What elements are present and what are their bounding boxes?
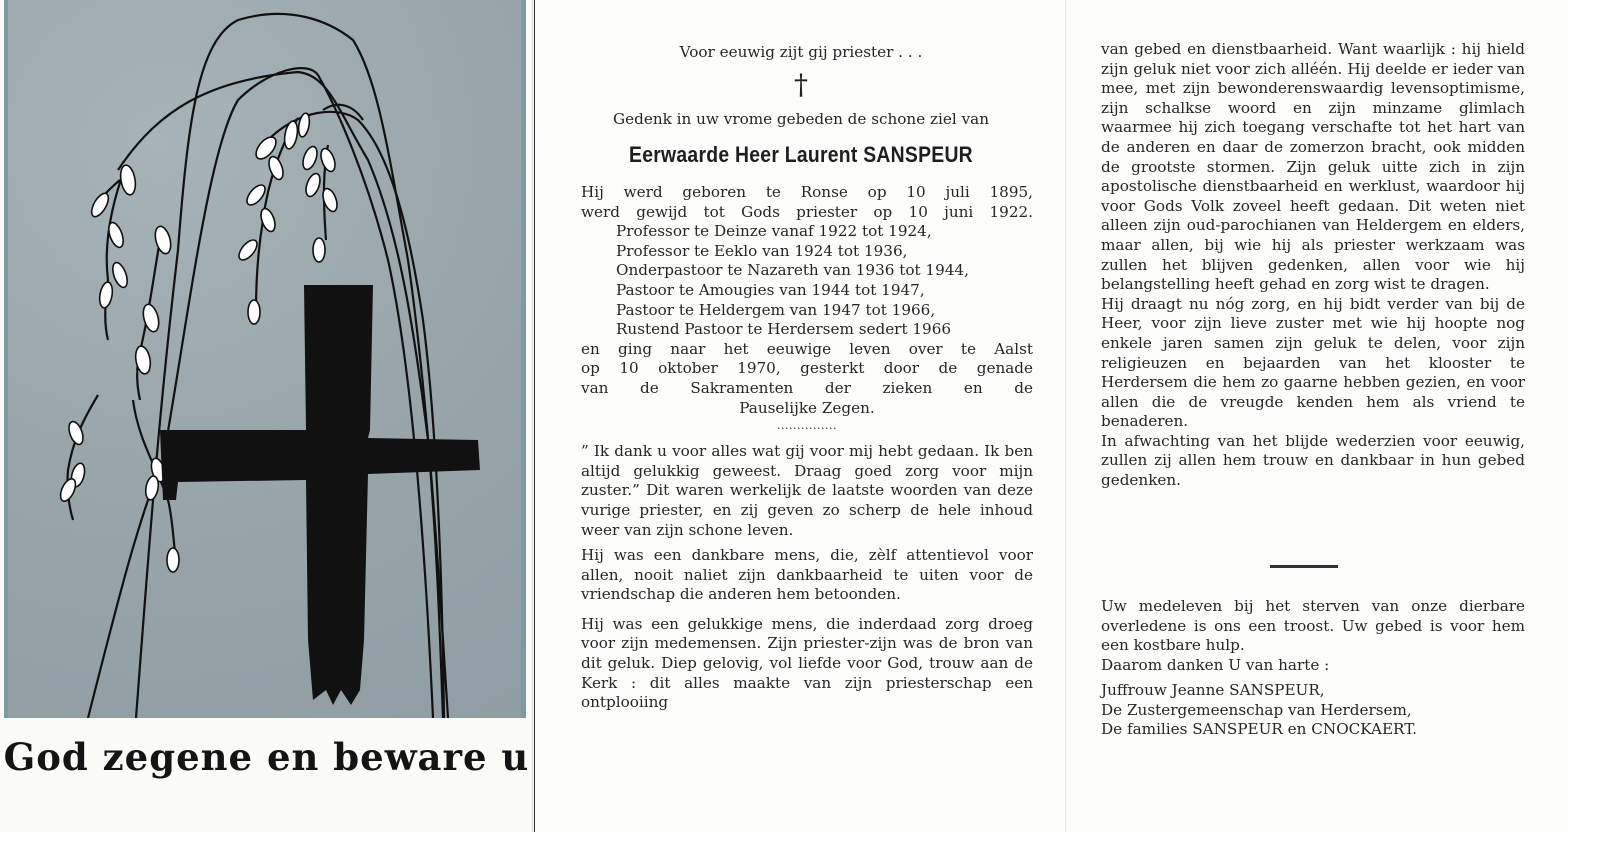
career-line: Pastoor te Amougies van 1944 tot 1947,: [616, 280, 925, 299]
cover-blessing-caption: God zegene en beware u: [3, 735, 530, 779]
cross-icon: [8, 0, 521, 718]
family-list: [1101, 681, 1525, 740]
family-member: Juffrouw Jeanne SANSPEUR,: [1101, 681, 1325, 699]
death-line: op 10 oktober 1970, gesterkt door de genade: [581, 359, 1033, 378]
separator-dots: ...............: [777, 419, 837, 433]
right-panel: [1067, 0, 1567, 832]
remember-line: Gedenk in uw vrome gebeden de schone ziel van: [613, 110, 989, 128]
career-line: Onderpastoor te Nazareth van 1936 tot 1944,: [616, 261, 969, 280]
family-member: De Zustergemeenschap van Herdersem,: [1101, 700, 1412, 719]
tribute-paragraph: Hij was een dankbare mens, die, zèlf attentievol voor allen, nooit naliet zijn dankbaarheid te uiten voor de vriendschap die anderen hem betoonden.: [581, 546, 1033, 604]
tribute-paragraph: ” Ik dank u voor alles wat gij voor mij hebt gedaan. Ik ben altijd gelukkig geweest. Draag goed zorg voor mijn zuster.” Dit waren werkelijk de laatste woorden van deze vurige priester, en zij geven zo scherp de hele inhoud weer van zijn schone leven.: [581, 442, 1033, 539]
career-line: Professor te Deinze vanaf 1922 tot 1924,: [616, 222, 932, 241]
deceased-name: Eerwaarde Heer Laurent SANSPEUR: [629, 142, 973, 167]
cross-icon: †: [794, 68, 808, 101]
tribute-paragraph: In afwachting van het blijde wederzien voor eeuwig, zullen zij allen hem trouw en dankbaar in hun gebed gedenken.: [1101, 431, 1525, 490]
bio-line: Hij werd geboren te Ronse op 10 juli 1895,: [581, 183, 1033, 201]
career-line: Rustend Pastoor te Herdersem sedert 1966: [616, 320, 952, 339]
middle-panel: [534, 0, 1066, 832]
thanks-text: Uw medeleven bij het sterven van onze dierbare overledene is ons een troost. Uw gebed is voor hem een kostbare hulp.: [1101, 597, 1525, 655]
death-line: Pauselijke Zegen.: [739, 398, 875, 417]
divider-rule: [1270, 565, 1338, 568]
tribute-continued: [1101, 40, 1525, 497]
career-line: Professor te Eeklo van 1924 tot 1936,: [616, 241, 908, 260]
death-line: van de Sakramenten der zieken en de: [581, 378, 1033, 397]
biography: [581, 183, 1033, 719]
motto: Voor eeuwig zijt gij priester . . .: [679, 43, 923, 61]
death-line: en ging naar het eeuwige leven over te Aalst: [581, 339, 1033, 358]
career-line: Pastoor te Heldergem van 1947 tot 1966,: [616, 300, 936, 319]
cross-willow-illustration: [4, 0, 526, 718]
thanks-closing: Daarom danken U van harte :: [1101, 655, 1330, 674]
thanks-block: [1101, 597, 1525, 675]
family-member: De families SANSPEUR en CNOCKAERT.: [1101, 720, 1417, 739]
tribute-paragraph: van gebed en dienstbaarheid. Want waarlijk : hij hield zijn geluk niet voor zich alléén. Hij deelde er ieder van mee, met zijn bewonderenswaardig levensoptimisme, zijn schalkse woord en zijn minzame glimlach waarmee hij zich toegang verschafte tot het hart van de anderen en daar de zomerzon bracht, ook midden de grootste stormen. Zijn geluk uitte zich in zijn apostolische dienstbaarheid en werklust, waardoor hij voor Gods Volk zoveel heeft gedaan. Dit weten niet alleen zijn oud-parochianen van Heldergem en elders, maar allen, bij wie hij als priester werkzaam was zullen het blijven gedenken, allen voor wie hij belangstelling heeft gehad en zorg wist te dragen.: [1101, 40, 1525, 294]
cover-panel: [0, 0, 533, 832]
tribute-paragraph: Hij draagt nu nóg zorg, en hij bidt verder van bij de Heer, voor zijn lieve zuster met wie hij hoopte nog enkele jaren samen zijn geluk te delen, voor zijn religieuzen en bejaarden van het klooster te Herdersem die hem zo gaarne hebben gezien, en voor allen die de vreugde kenden hem als vriend te benaderen.: [1101, 294, 1525, 431]
bio-line: werd gewijd tot Gods priester op 10 juni 1922.: [581, 202, 1033, 221]
tribute-paragraph: Hij was een gelukkige mens, die inderdaad zorg droeg voor zijn medemensen. Zijn priester-zijn was de bron van dit geluk. Diep gelovig, vol liefde voor God, trouw aan de Kerk : dit alles maakte van zijn priesterschap een ontplooiing: [581, 614, 1033, 712]
